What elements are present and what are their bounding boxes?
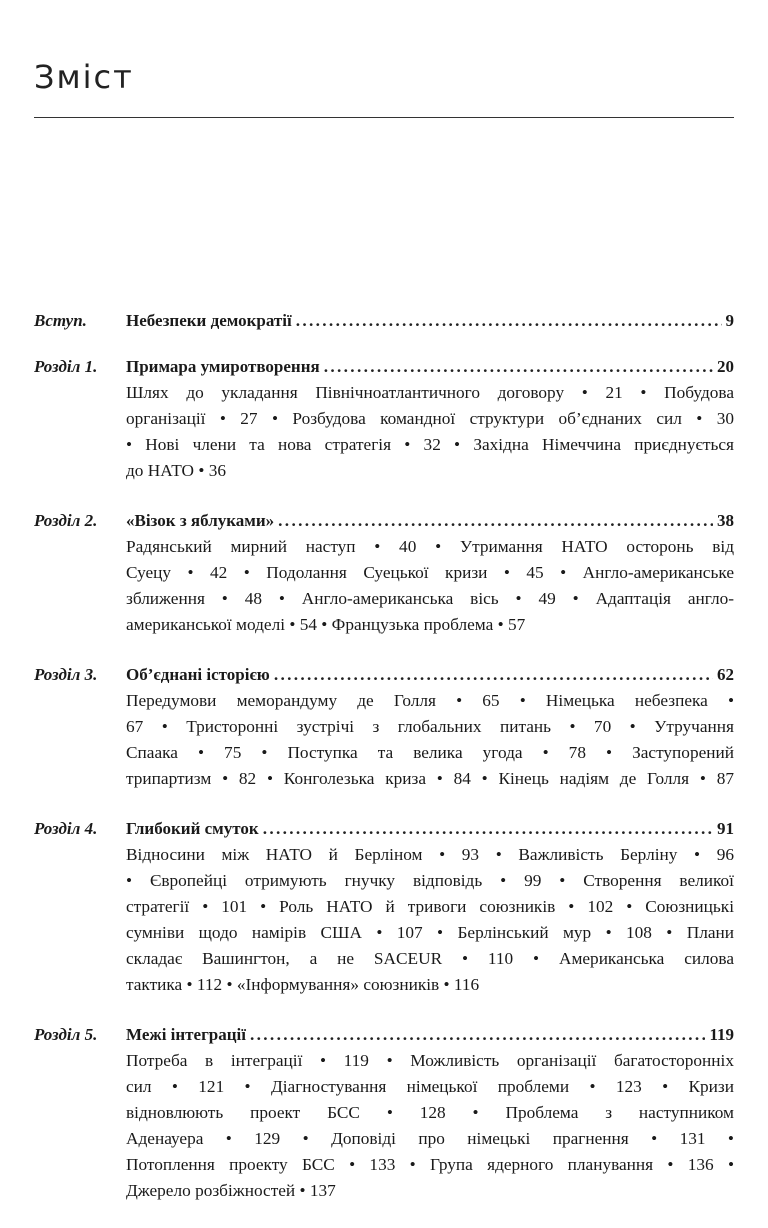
toc-entry-heading: «Візок з яблуками» bbox=[126, 511, 275, 530]
toc-entry-chapter-4 bbox=[0, 816, 768, 998]
toc-entry-body bbox=[126, 1022, 734, 1204]
toc-entry-body bbox=[126, 816, 734, 998]
toc-subsection-line: зближення • 48 • Англо-американська вісь • 49 • Адаптація англо- bbox=[126, 589, 734, 608]
toc-entry-page: 91 bbox=[717, 819, 734, 838]
toc-entry-page: 20 bbox=[717, 357, 734, 376]
toc-entry-body bbox=[126, 354, 734, 484]
toc-headline bbox=[126, 1022, 734, 1048]
toc-subsection-line: • Нові члени та нова стратегія • 32 • Західна Німеччина приєднується bbox=[126, 435, 734, 454]
toc-headline bbox=[126, 354, 734, 380]
page-title: Зміст bbox=[34, 58, 134, 96]
toc-subsection-line: Потреба в інтеграції • 119 • Можливість організації багатосторонніх bbox=[126, 1051, 734, 1070]
toc-entry-label: Вступ. bbox=[34, 311, 87, 330]
toc-subsection-line: організації • 27 • Розбудова командної структури об’єднаних сил • 30 bbox=[126, 409, 734, 428]
toc-entry-page: 62 bbox=[717, 665, 734, 684]
toc-entry-page: 38 bbox=[717, 511, 734, 530]
table-of-contents bbox=[0, 308, 768, 1228]
toc-subsection-line: складає Вашингтон, а не SACEUR • 110 • Американська силова bbox=[126, 949, 734, 968]
toc-subsection-line: стратегії • 101 • Роль НАТО й тривоги союзників • 102 • Союзницькі bbox=[126, 897, 734, 916]
toc-entry-intro bbox=[0, 308, 768, 334]
toc-subsection-line: Аденауера • 129 • Доповіді про німецькі прагнення • 131 • bbox=[126, 1129, 734, 1148]
toc-subsection-line: тактика • 112 • «Інформування» союзників • 116 bbox=[126, 975, 480, 994]
toc-subsection-line: 67 • Тристоронні зустрічі з глобальних питань • 70 • Утручання bbox=[126, 717, 734, 736]
toc-entry-heading: Об’єднані історією bbox=[126, 665, 270, 684]
toc-subsection-line: • Європейці отримують гнучку відповідь • 99 • Створення великої bbox=[126, 871, 734, 890]
dot-leader bbox=[278, 508, 713, 534]
toc-subsection-line: Спаака • 75 • Поступка та велика угода • 78 • Заступорений bbox=[126, 743, 734, 762]
dot-leader bbox=[263, 816, 713, 842]
toc-entry-chapter-1 bbox=[0, 354, 768, 484]
toc-headline bbox=[126, 662, 734, 688]
toc-entry-label: Розділ 5. bbox=[34, 1025, 98, 1044]
toc-entry-label: Розділ 2. bbox=[34, 511, 98, 530]
toc-entry-chapter-5 bbox=[0, 1022, 768, 1204]
title-divider bbox=[34, 117, 734, 118]
toc-subsection-line: Потоплення проекту БСС • 133 • Група ядерного планування • 136 • bbox=[126, 1155, 734, 1174]
toc-entry-heading: Небезпеки демократії bbox=[126, 311, 292, 330]
toc-entry-body bbox=[126, 508, 734, 638]
toc-subsection-line: до НАТО • 36 bbox=[126, 461, 226, 480]
dot-leader bbox=[324, 354, 713, 380]
toc-subsection-line: Радянський мирний наступ • 40 • Утримання НАТО осторонь від bbox=[126, 537, 734, 556]
toc-entry-chapter-2 bbox=[0, 508, 768, 638]
toc-entry-page: 119 bbox=[709, 1025, 734, 1044]
dot-leader bbox=[274, 662, 713, 688]
toc-entry-heading: Глибокий смуток bbox=[126, 819, 259, 838]
toc-subsection-line: американської моделі • 54 • Французька проблема • 57 bbox=[126, 615, 526, 634]
toc-headline bbox=[126, 816, 734, 842]
toc-entry-heading: Примара умиротворення bbox=[126, 357, 320, 376]
toc-subsection-line: Шлях до укладання Північноатлантичного договору • 21 • Побудова bbox=[126, 383, 734, 402]
toc-subsection-line: Відносини між НАТО й Берліном • 93 • Важливість Берліну • 96 bbox=[126, 845, 734, 864]
toc-entry-label: Розділ 1. bbox=[34, 357, 98, 376]
toc-entry-label: Розділ 4. bbox=[34, 819, 98, 838]
toc-entry-body bbox=[126, 308, 734, 334]
toc-entry-chapter-3 bbox=[0, 662, 768, 792]
toc-entry-body bbox=[126, 662, 734, 792]
toc-headline bbox=[126, 308, 734, 334]
toc-subsection-line: Суецу • 42 • Подолання Суецької кризи • 45 • Англо-американське bbox=[126, 563, 734, 582]
toc-entry-page: 9 bbox=[725, 311, 734, 330]
toc-subsection-line: сил • 121 • Діагностування німецької проблеми • 123 • Кризи bbox=[126, 1077, 734, 1096]
toc-subsection-line: Джерело розбіжностей • 137 bbox=[126, 1181, 336, 1200]
toc-subsection-line: Передумови меморандуму де Голля • 65 • Німецька небезпека • bbox=[126, 691, 734, 710]
toc-entry-heading: Межі інтеграції bbox=[126, 1025, 246, 1044]
toc-headline bbox=[126, 508, 734, 534]
toc-entry-label: Розділ 3. bbox=[34, 665, 98, 684]
toc-subsection-line: відновлюють проект БСС • 128 • Проблема з наступником bbox=[126, 1103, 734, 1122]
dot-leader bbox=[250, 1022, 705, 1048]
toc-subsection-line: трипартизм • 82 • Конголезька криза • 84 • Кінець надіям де Голля • 87 bbox=[126, 769, 734, 788]
toc-subsection-line: сумніви щодо намірів США • 107 • Берлінський мур • 108 • Плани bbox=[126, 923, 734, 942]
dot-leader bbox=[296, 308, 722, 334]
